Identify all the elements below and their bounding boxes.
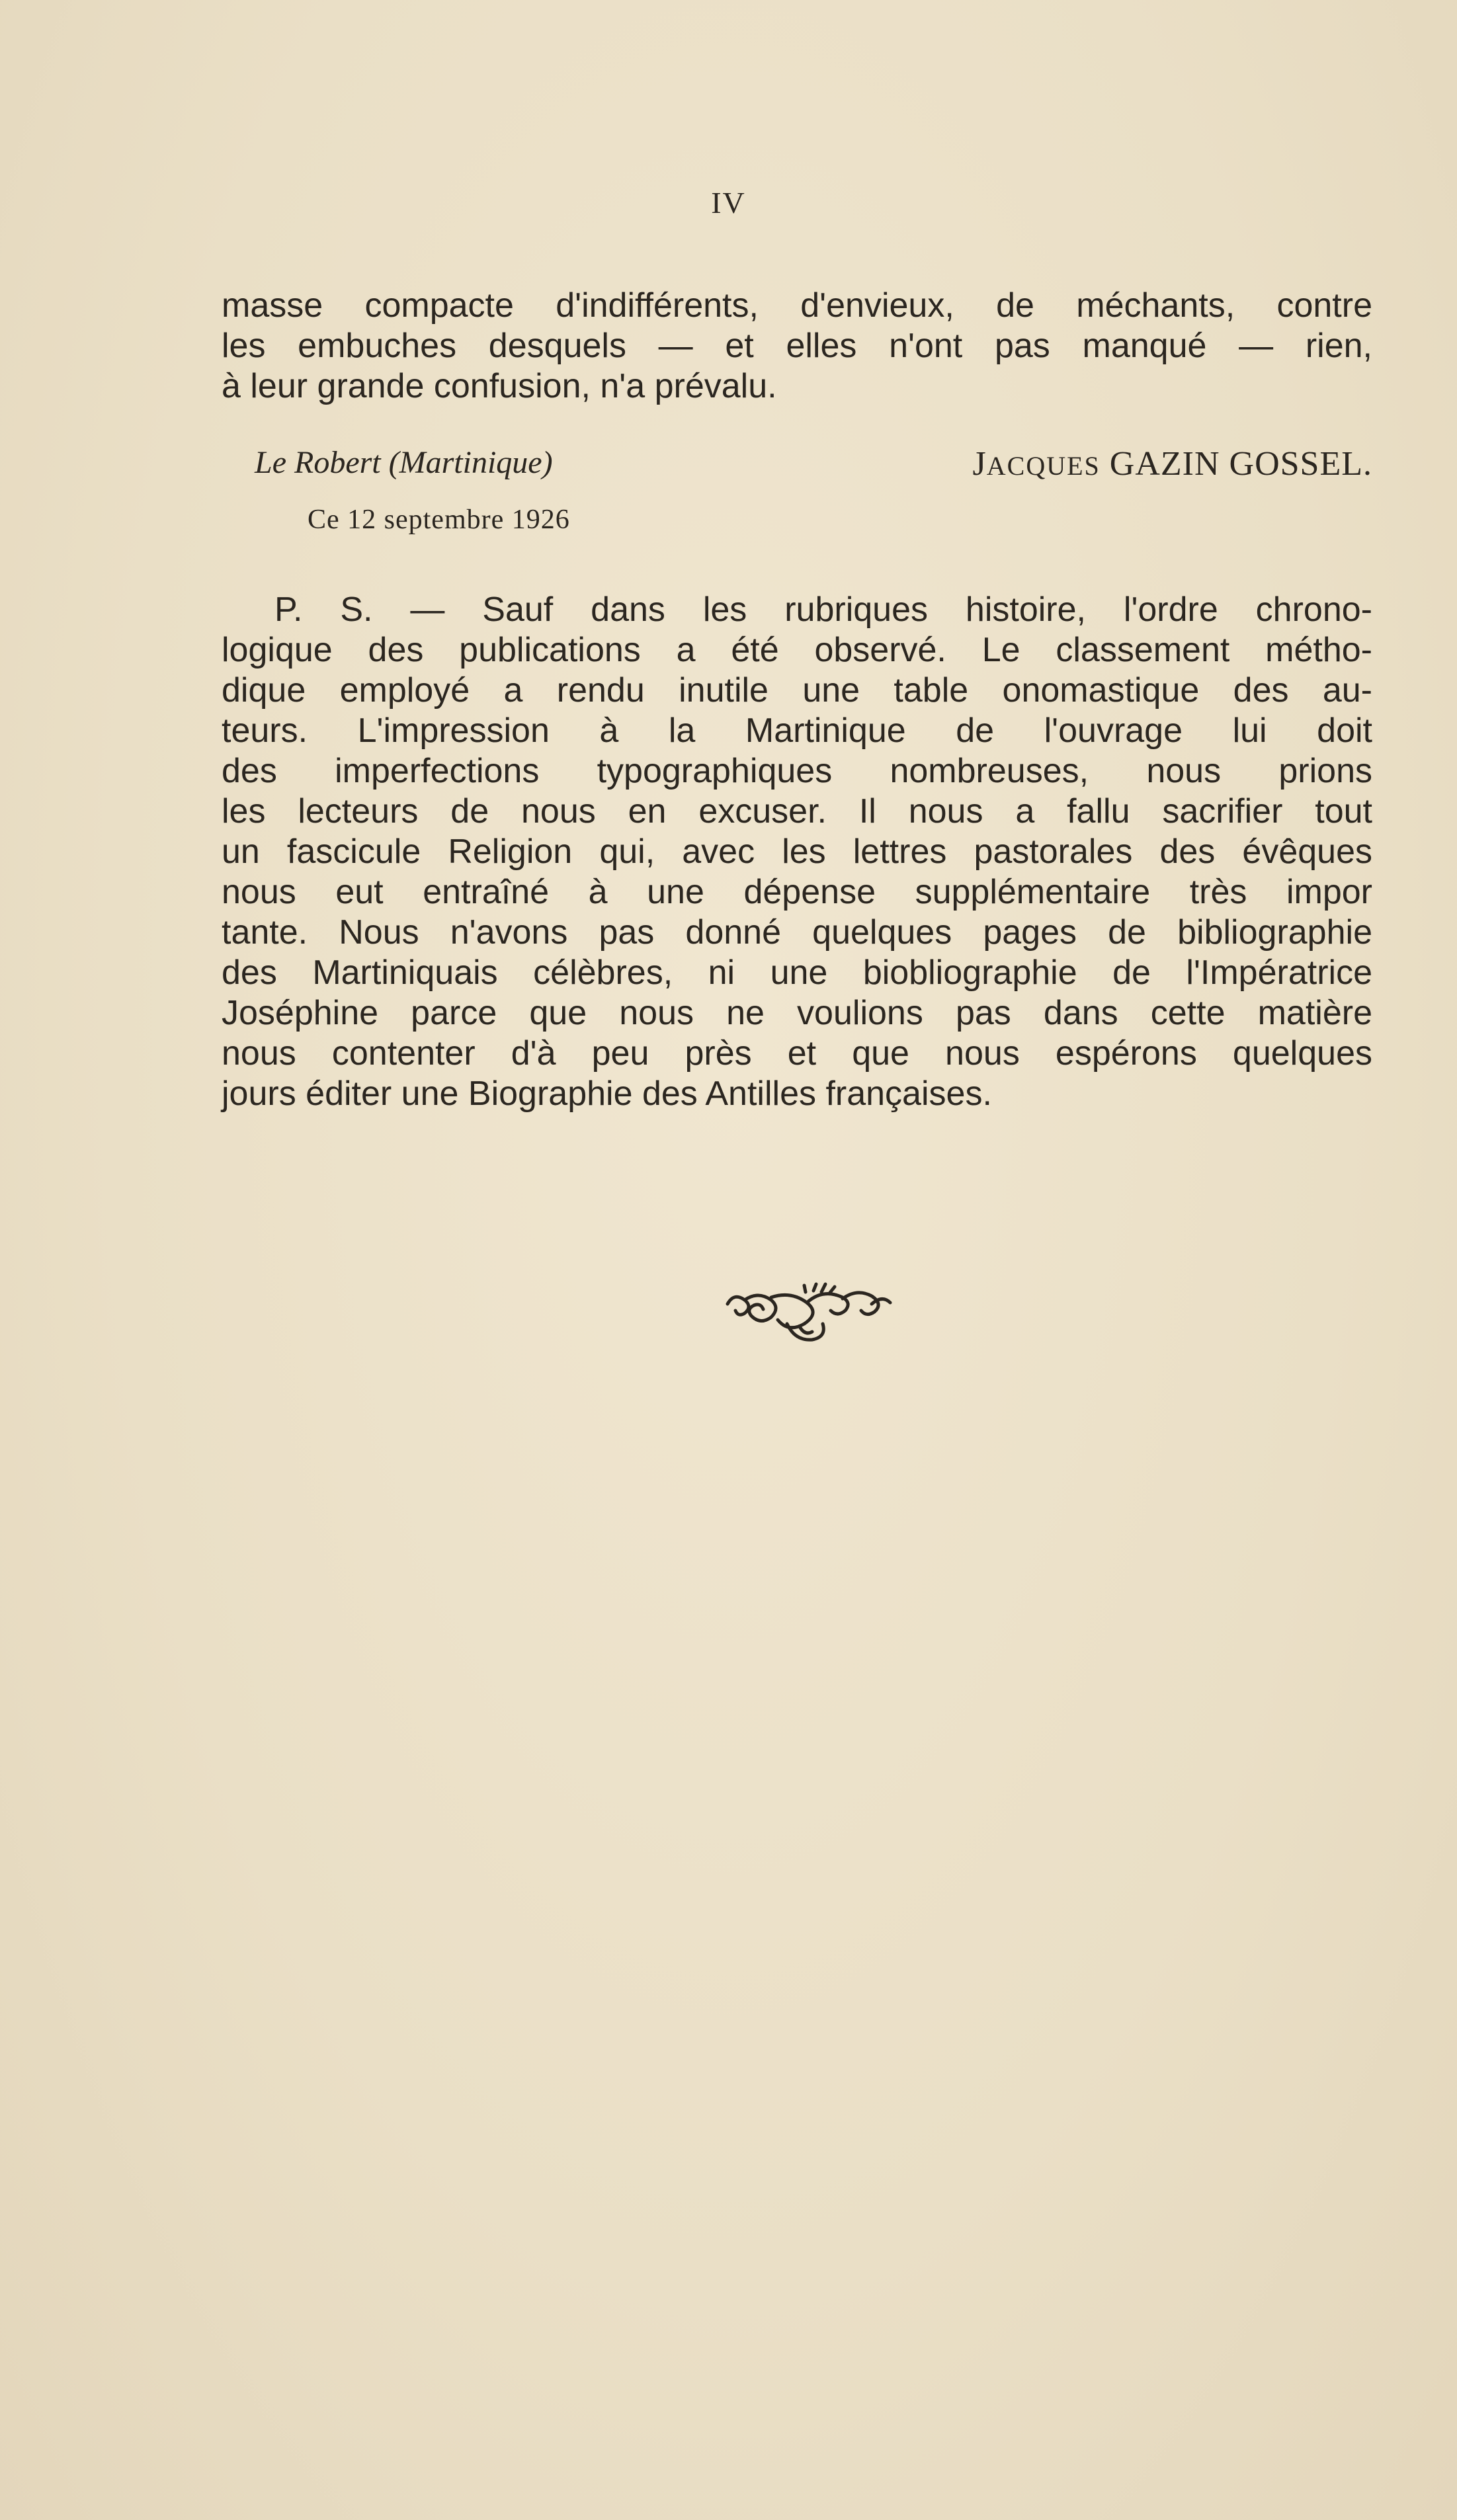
text-line: dique employé a rendu inutile une table onomastique des au-: [222, 671, 1372, 710]
text-line: à leur grande confusion, n'a prévalu.: [222, 367, 777, 405]
page-number: IV: [711, 186, 746, 220]
text-line: jours éditer une Biographie des Antilles françaises.: [222, 1075, 992, 1113]
author-smallcaps: ACQUES: [986, 451, 1101, 481]
text-line: les embuches desquels — et elles n'ont pas manqué — rien,: [222, 327, 1372, 365]
text-line: Joséphine parce que nous ne voulions pas dans cette matière: [222, 994, 1372, 1032]
author-initial: J: [972, 445, 987, 483]
signature-place: Le Robert (Martinique): [255, 445, 553, 480]
signature-line: [222, 444, 1372, 491]
text-line: P. S. — Sauf dans les rubriques histoire, l'ordre chrono-: [274, 590, 1372, 629]
text-line: nous contenter d'à peu près et que nous espérons quelques: [222, 1034, 1372, 1073]
text-line: logique des publications a été observé. Le classement métho-: [222, 631, 1372, 669]
text-line: les lecteurs de nous en excuser. Il nous a fallu sacrifier tout: [222, 792, 1372, 831]
text-line: un fascicule Religion qui, avec les lettres pastorales des évêques: [222, 833, 1372, 871]
text-line: teurs. L'impression à la Martinique de l'ouvrage lui doit: [222, 711, 1372, 750]
text-line: des imperfections typographiques nombreuses, nous prions: [222, 752, 1372, 790]
opening-paragraph: [222, 286, 1372, 407]
signature-date: Ce 12 septembre 1926: [308, 505, 570, 535]
text-line: masse compacte d'indifférents, d'envieux, de méchants, contre: [222, 286, 1372, 325]
text-line: tante. Nous n'avons pas donné quelques pages de bibliographie: [222, 913, 1372, 952]
postscript-paragraph: [222, 590, 1372, 1114]
text-line: des Martiniquais célèbres, ni une biobliographie de l'Impératrice: [222, 954, 1372, 992]
author-rest: GAZIN GOSSEL.: [1100, 445, 1372, 483]
decorative-fleuron-icon: [714, 1278, 899, 1350]
text-line: nous eut entraîné à une dépense supplémentaire très impor: [222, 873, 1372, 911]
signature-author: [973, 444, 1373, 483]
